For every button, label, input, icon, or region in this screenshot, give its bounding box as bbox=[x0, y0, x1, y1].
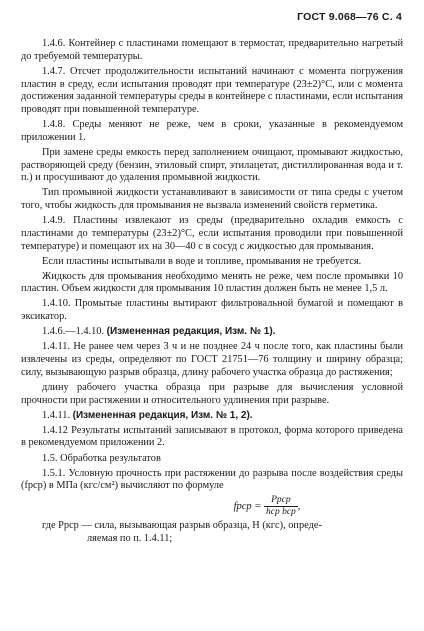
amendment-note bbox=[21, 410, 403, 423]
paragraph: 1.4.10. Промытые пластины вытирают фильтровальной бумагой и помещают в эксикатор. bbox=[21, 298, 403, 323]
paragraph: 1.5.1. Условную прочность при растяжении до разрыва после воздействия среды (fрср) в МПа (кгс/см²) вычисляют по формуле bbox=[21, 467, 403, 492]
paragraph: 1.4.7. Отсчет продолжительности испытаний начинают с момента погружения пластин в среду, если испытания проводят при температуре (23±2)°С, или с момента достижения заданной температуры среды в контейнере с пластинами, если испытания проводят при повышенной температуре. bbox=[21, 65, 403, 115]
paragraph: Жидкость для промывания необходимо менять не реже, чем после промывки 10 пластин. Объем жидкости для промывания 10 пластин должен быть не менее 1,5 л. bbox=[21, 270, 403, 295]
amendment-label: (Измененная редакция, Изм. № 1). bbox=[106, 326, 276, 338]
formula-denominator: hср bср bbox=[265, 507, 296, 518]
paragraph: 1.4.11. Не ранее чем через 3 ч и не позднее 24 ч после того, как пластины были извлечены из среды, определяют по ГОСТ 21751—76 толщину и ширину образца; силу, вызывающую разрыв образца, длину рабочего участка образца до растяжения; bbox=[21, 341, 403, 378]
paragraph: 1.4.9. Пластины извлекают из среды (предварительно охладив емкость с пластинами до температуры (23±2)°С, если испытания проводили при повышенной температуре) и помещают их на 30—40 с в сосуд с жидкостью для промывания. bbox=[21, 215, 403, 252]
formula-lhs: fрср = bbox=[233, 501, 262, 513]
formula-tail: , bbox=[297, 501, 301, 513]
legend-line: ляемая по п. 1.4.11; bbox=[87, 533, 173, 545]
amendment-prefix: 1.4.11. bbox=[42, 409, 71, 421]
amendment-label: (Измененная редакция, Изм. № 1, 2). bbox=[72, 409, 253, 421]
formula-numerator: Pрср bbox=[264, 495, 298, 507]
section-heading: 1.5. Обработка результатов bbox=[42, 452, 161, 464]
paragraph: При замене среды емкость перед заполнением очищают, промывают жидкостью, растворяющей среду (бензин, этиловый спирт, этилацетат, дистиллированная вода и т. п.) и просушивают до удаления промывной жидкости. bbox=[21, 146, 403, 184]
formula bbox=[21, 495, 403, 518]
document-body bbox=[21, 38, 403, 548]
page-header: ГОСТ 9.068—76 С. 4 bbox=[297, 11, 402, 23]
paragraph: 1.4.8. Среды меняют не реже, чем в сроки, указанные в рекомендуемом приложении 1. bbox=[21, 119, 403, 143]
formula-legend bbox=[21, 520, 403, 545]
paragraph: 1.4.12 Результаты испытаний записывают в протокол, форма которого приведена в рекомендуемом приложении 2. bbox=[21, 424, 403, 449]
legend-line: где Pрср — сила, вызывающая разрыв образца, Н (кгс), опреде- bbox=[42, 520, 322, 532]
paragraph: 1.4.6. Контейнер с пластинами помещают в термостат, предварительно нагретый до требуемой температуры. bbox=[21, 38, 403, 62]
formula-fraction bbox=[264, 495, 298, 518]
paragraph: Тип промывной жидкости устанавливают в зависимости от типа среды с учетом того, чтобы жидкость для промывания не вызвала изменений свойств герметика. bbox=[21, 187, 403, 211]
amendment-prefix: 1.4.6.—1.4.10. bbox=[42, 326, 105, 338]
paragraph: Если пластины испытывали в воде и топливе, промывания не требуется. bbox=[42, 255, 362, 267]
amendment-note bbox=[21, 326, 403, 339]
paragraph: длину рабочего участка образца при разрыве для вычисления условной прочности при растяжении и относительного удлинения при разрыве. bbox=[21, 381, 403, 406]
